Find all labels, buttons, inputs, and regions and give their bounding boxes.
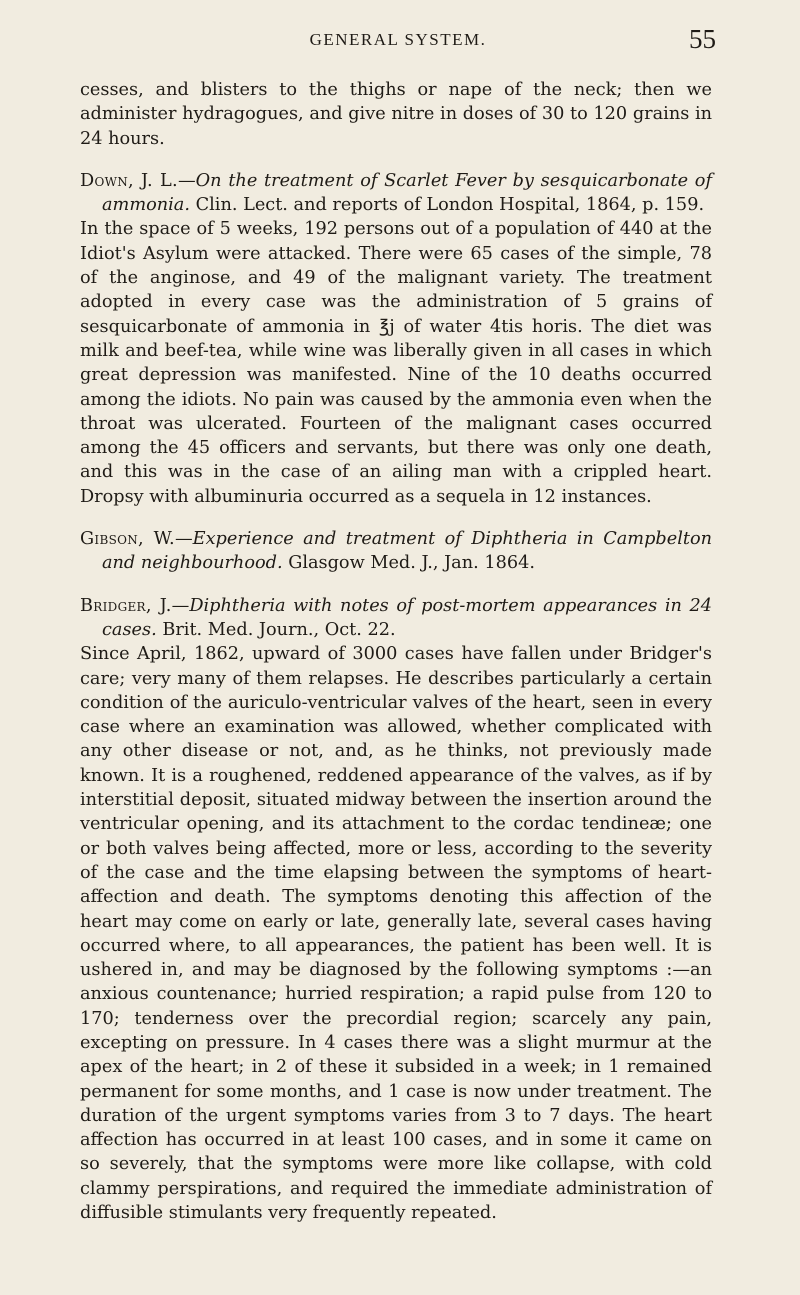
entry-citation: Brit. Med. Journ., Oct. 22. (162, 619, 396, 640)
page-content (80, 78, 712, 1225)
continuation-paragraph: cesses, and blisters to the thighs or nape of the neck; then we administer hydragogues, and give nitre in doses of 30 to 120 grains in 24 hours. (80, 80, 712, 149)
entry-author: Gibson, W. (80, 529, 175, 550)
running-head (80, 24, 716, 60)
entry-summary: Since April, 1862, upward of 3000 cases have fallen under Bridger's care; very many of them relapses. He describes particularly a certain condition of the auriculo-ventricular valves of the heart, seen in every case where an examination was allowed, whether complicated with any other disease or not, and, as he thinks, not previously made known. It is a roughened, reddened appearance of the valves, as if by interstitial deposit, situated midway between the insertion around the ventricular opening, and its attachment to the cordac tendineæ; one or both valves being affected, more or less, according to the severity of the case and the time elapsing between the symptoms of heart-affection and death. The symptoms denoting this affection of the heart may come on early or late, generally late, several cases having occurred where, to all appearances, the patient has been well. It is ushered in, and may be diagnosed by the following symptoms :—an anxious countenance; hurried respiration; a rapid pulse from 120 to 170; tenderness over the precordial region; scarcely any pain, excepting on pressure. In 4 cases there was a slight murmur at the apex of the heart; in 2 of these it subsided in a week; in 1 remained permanent for some months, and 1 case is now under treatment. The duration of the urgent symptoms varies from 3 to 7 days. The heart affection has occurred in at least 100 cases, and in some it came on so severely, that the symptoms were more like collapse, with cold clammy perspirations, and required the immediate administration of diffusible stimulants very frequently repeated. (80, 644, 712, 1224)
entry-author: Bridger, J. (80, 595, 172, 616)
entry-title: Diphtheria with notes of post-mortem appearances in 24 cases. (102, 595, 712, 640)
entry-summary: In the space of 5 weeks, 192 persons out of a population of 440 at the Idiot's Asylum were attacked. There were 65 cases of the simple, 78 of the anginose, and 49 of the malignant variety. The treatment adopted in every case was the administration of 5 grains of sesquicarbonate of ammonia in ℥j of water 4tis horis. The diet was milk and beef-tea, while wine was liberally given in all cases in which great depression was manifested. Nine of the 10 deaths occurred among the idiots. No pain was caused by the ammonia even when the throat was ulcerated. Fourteen of the malignant cases occurred among the 45 officers and servants, but there was only one death, and this was in the case of an ailing man with a crippled heart. Dropsy with albuminuria occurred as a sequela in 12 instances. (80, 219, 712, 507)
running-title: GENERAL SYSTEM. (309, 30, 487, 49)
page-number: 55 (689, 24, 716, 54)
bibliography-entry-down (80, 169, 712, 509)
entry-title: On the treatment of Scarlet Fever by sesquicarbonate of ammonia. (102, 170, 712, 216)
entry-author: Down, J. L. (80, 170, 178, 191)
entry-heading: Bridger, J.—Diphtheria with notes of post-mortem appearances in 24 cases. Brit. Med. Journ., Oct. 22. (80, 595, 712, 640)
entry-heading: Gibson, W.—Experience and treatment of Diphtheria in Campbelton and neighbourhood. Glasgow Med. J., Jan. 1864. (80, 529, 712, 574)
entry-heading: Down, J. L.—On the treatment of Scarlet Fever by sesquicarbonate of ammonia. Clin. Lect. and reports of London Hospital, 1864, p. 159. (80, 170, 712, 216)
entry-citation: Glasgow Med. J., Jan. 1864. (288, 553, 535, 574)
bibliography-entry-bridger (80, 594, 712, 1226)
entry-citation: Clin. Lect. and reports of London Hospital, 1864, p. 159. (195, 195, 705, 216)
entry-title: Experience and treatment of Diphtheria in Campbelton and neighbourhood. (102, 529, 712, 574)
bibliography-entry-gibson (80, 527, 712, 576)
